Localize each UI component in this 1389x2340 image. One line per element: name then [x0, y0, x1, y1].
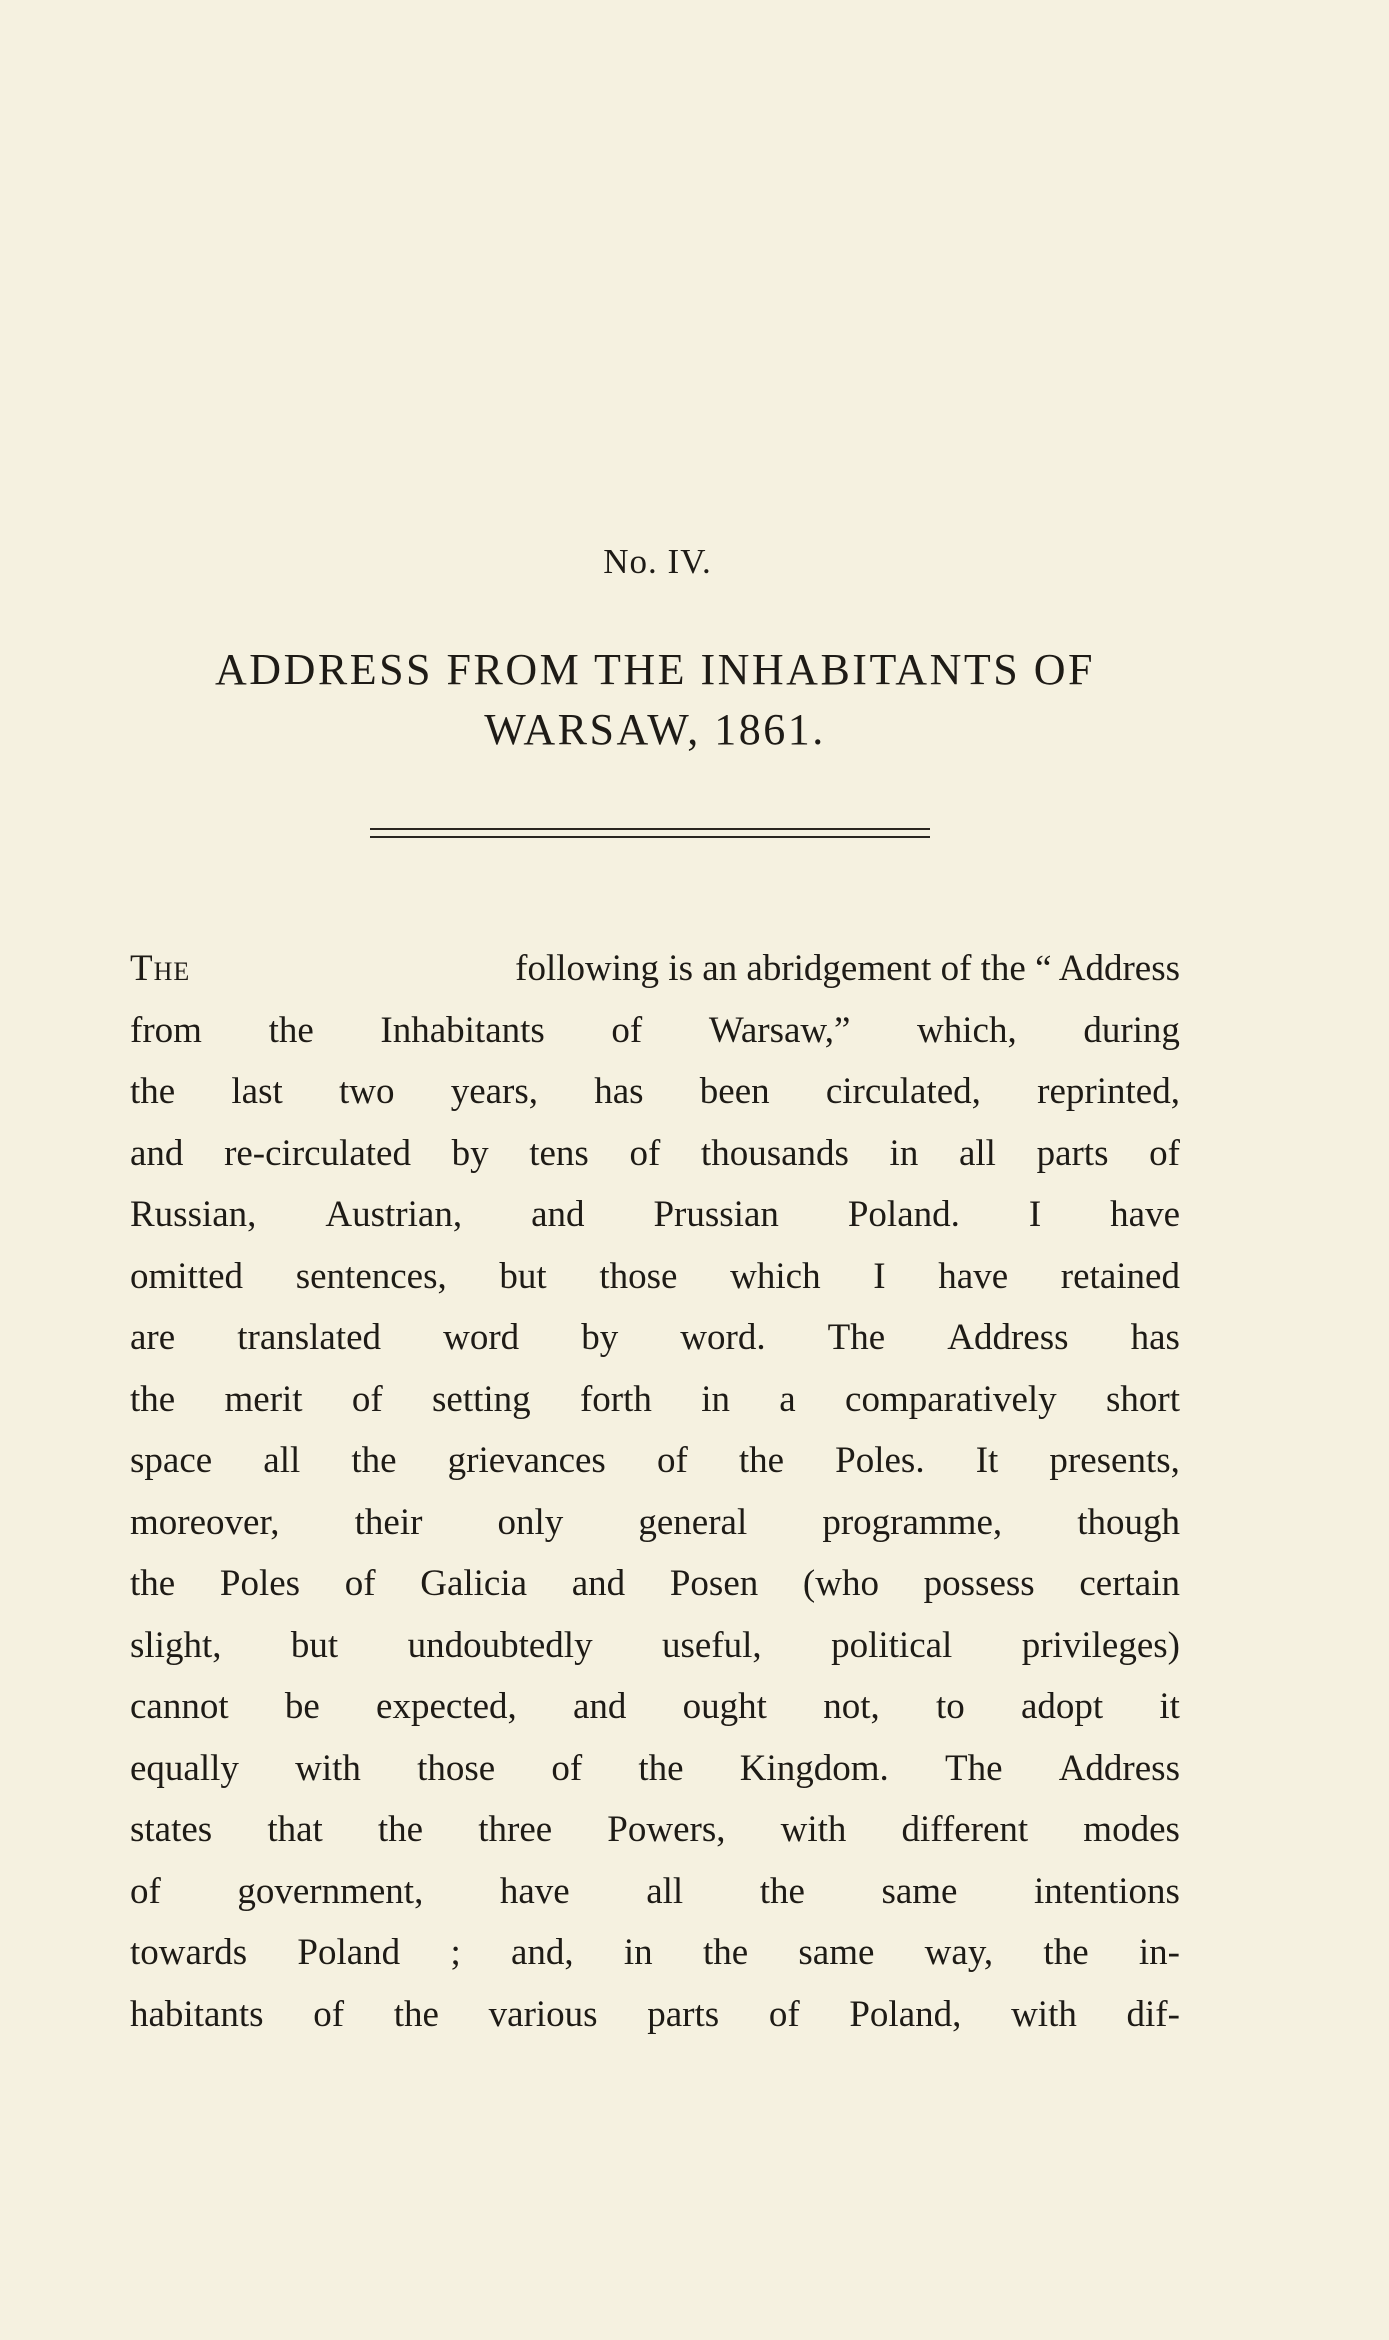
word: short	[1105, 1378, 1180, 1420]
word: the	[351, 1440, 397, 1481]
text-line-content	[130, 1984, 1180, 2046]
word: Address	[947, 1317, 1069, 1358]
word: undoubtedly	[407, 1624, 593, 1666]
word: retained	[1060, 1255, 1180, 1297]
word: the	[130, 1071, 176, 1112]
word: of	[656, 1440, 688, 1481]
text-line-content	[130, 1676, 1180, 1738]
word: by	[451, 1132, 489, 1174]
text-line	[130, 1984, 1180, 2046]
word: useful,	[661, 1624, 762, 1666]
word: I	[1028, 1194, 1042, 1235]
word: omitted	[130, 1255, 244, 1297]
text-line-content	[130, 1922, 1180, 1984]
word: general	[638, 1501, 748, 1543]
word: be	[284, 1686, 320, 1727]
word: ;	[450, 1932, 461, 1973]
word: programme,	[822, 1501, 1003, 1543]
word: those	[599, 1255, 678, 1297]
word: states	[130, 1809, 213, 1850]
word: dif-	[1126, 1993, 1180, 2035]
chapter-title-line-1: ADDRESS FROM THE INHABITANTS OF	[215, 645, 1095, 694]
double-rule-top	[370, 828, 930, 830]
text-line-content	[130, 1799, 1180, 1861]
text-line	[130, 1184, 1180, 1246]
word: parts	[1036, 1132, 1109, 1174]
text-line	[130, 1123, 1180, 1185]
word: in-	[1138, 1932, 1180, 1973]
word: by	[581, 1317, 619, 1358]
text-line-content	[130, 1861, 1180, 1923]
word: their	[354, 1501, 423, 1543]
text-line	[130, 1492, 1180, 1554]
word: of	[768, 1993, 800, 2035]
word: last	[231, 1071, 283, 1112]
word: forth	[579, 1378, 652, 1420]
word: word	[443, 1317, 520, 1358]
word: of	[130, 1870, 161, 1912]
word: presents,	[1049, 1440, 1180, 1481]
word: thousands	[700, 1132, 849, 1174]
text-line-content	[130, 1430, 1180, 1492]
word: intentions	[1033, 1870, 1180, 1912]
word: Russian,	[130, 1194, 257, 1235]
word: though	[1077, 1501, 1180, 1543]
text-line	[130, 938, 1180, 1000]
word: Poles.	[835, 1440, 925, 1481]
word: adopt	[1020, 1686, 1104, 1727]
word: only	[497, 1501, 564, 1543]
text-line	[130, 1000, 1180, 1062]
word: but	[499, 1255, 547, 1297]
word: moreover,	[130, 1501, 280, 1543]
word: various	[488, 1993, 598, 2035]
word: in	[623, 1932, 653, 1973]
text-line	[130, 1246, 1180, 1308]
word: Inhabitants	[380, 1009, 545, 1051]
chapter-title-line-2: WARSAW, 1861.	[484, 705, 826, 754]
word: in	[701, 1378, 730, 1420]
text-line	[130, 1861, 1180, 1923]
word: the	[268, 1009, 314, 1051]
word: the	[702, 1932, 749, 1973]
word: sentences,	[295, 1255, 447, 1297]
chapter-title	[130, 640, 1180, 760]
word: three	[478, 1809, 553, 1850]
word: equally	[130, 1747, 239, 1789]
word: has	[1130, 1317, 1180, 1358]
text-line-content	[130, 1307, 1180, 1369]
word: cannot	[130, 1686, 229, 1727]
word: has	[594, 1071, 644, 1112]
word: during	[1083, 1009, 1180, 1051]
text-line	[130, 1615, 1180, 1677]
text-line-content	[130, 1369, 1180, 1431]
word: not,	[823, 1686, 880, 1727]
word: of	[1149, 1132, 1180, 1174]
word: the	[738, 1440, 785, 1481]
text-line-content	[130, 1492, 1180, 1554]
word: way,	[924, 1932, 994, 1973]
text-line	[130, 1369, 1180, 1431]
word: years,	[450, 1071, 539, 1112]
word: and	[531, 1194, 585, 1235]
word: all	[958, 1132, 996, 1174]
word: translated	[237, 1317, 382, 1358]
word: Poles	[219, 1563, 301, 1604]
word: I	[873, 1255, 886, 1297]
text-line	[130, 1922, 1180, 1984]
word: certain	[1079, 1563, 1180, 1604]
word: are	[130, 1317, 176, 1358]
text-line	[130, 1307, 1180, 1369]
word: setting	[432, 1378, 531, 1420]
text-line-content	[130, 1061, 1180, 1123]
word: parts	[647, 1993, 720, 2035]
text-line-content: following is an abridgement of the “ Address	[515, 948, 1180, 989]
word: re-circulated	[224, 1132, 411, 1174]
word: the	[393, 1993, 439, 2035]
body-paragraph	[130, 938, 1180, 2045]
word: from	[130, 1009, 202, 1051]
word: a	[779, 1378, 796, 1420]
word: It	[975, 1440, 999, 1481]
word: word.	[680, 1317, 766, 1358]
word: and,	[510, 1932, 574, 1973]
word: Poland	[297, 1932, 401, 1973]
text-line	[130, 1799, 1180, 1861]
word: habitants	[130, 1993, 264, 2035]
word: the	[377, 1809, 424, 1850]
word: possess	[923, 1563, 1035, 1604]
word: Powers,	[607, 1809, 726, 1850]
word: reprinted,	[1037, 1071, 1180, 1112]
word: with	[295, 1747, 361, 1789]
text-line-content	[130, 1000, 1180, 1062]
word: Prussian	[653, 1194, 779, 1235]
word: slight,	[130, 1624, 222, 1666]
text-line-content	[130, 1738, 1180, 1800]
word: political	[831, 1624, 953, 1666]
word: government,	[237, 1870, 424, 1912]
word: of	[351, 1378, 383, 1420]
word: merit	[224, 1378, 303, 1420]
word: the	[130, 1563, 176, 1604]
word: of	[313, 1993, 345, 2035]
word: (who	[802, 1563, 879, 1604]
word: those	[417, 1747, 496, 1789]
word: the	[1043, 1932, 1089, 1973]
word: comparatively	[845, 1378, 1057, 1420]
double-rule-bottom	[370, 836, 930, 838]
word: have	[938, 1255, 1009, 1297]
word: Poland.	[847, 1194, 960, 1235]
text-line-content	[130, 1553, 1180, 1615]
word: expected,	[376, 1686, 517, 1727]
word: space	[130, 1440, 213, 1481]
word: same	[881, 1870, 958, 1912]
word: grievances	[447, 1440, 606, 1481]
chapter-number: No. IV.	[603, 542, 712, 581]
word: but	[290, 1624, 339, 1666]
word: Austrian,	[325, 1194, 463, 1235]
word: of	[629, 1132, 661, 1174]
word: with	[1011, 1993, 1077, 2035]
word: the	[759, 1870, 805, 1912]
text-line-content	[130, 1184, 1180, 1246]
word: Galicia	[420, 1563, 528, 1604]
word: and	[130, 1132, 184, 1174]
word: different	[901, 1809, 1029, 1850]
word: circulated,	[825, 1071, 981, 1112]
word: have	[1110, 1194, 1180, 1235]
text-line	[130, 1738, 1180, 1800]
word: of	[611, 1009, 643, 1051]
word: of	[551, 1747, 583, 1789]
word: Warsaw,”	[708, 1009, 851, 1051]
word: it	[1159, 1686, 1180, 1727]
text-line	[130, 1553, 1180, 1615]
word: and	[571, 1563, 626, 1604]
text-line	[130, 1430, 1180, 1492]
text-line-content	[130, 1123, 1180, 1185]
word: ought	[682, 1686, 767, 1727]
word: of	[344, 1563, 376, 1604]
word: two	[339, 1071, 395, 1112]
word: have	[499, 1870, 570, 1912]
word: which	[730, 1255, 821, 1297]
word: which,	[917, 1009, 1017, 1051]
word: modes	[1083, 1809, 1180, 1850]
word: with	[780, 1809, 847, 1850]
word: in	[889, 1132, 919, 1174]
word: all	[646, 1870, 684, 1912]
word: all	[263, 1440, 301, 1481]
word: The	[827, 1317, 886, 1358]
word: towards	[130, 1932, 248, 1973]
word: been	[699, 1071, 770, 1112]
word: Kingdom.	[739, 1747, 889, 1789]
text-line-content	[130, 1246, 1180, 1308]
word: tens	[529, 1132, 589, 1174]
word: the	[130, 1378, 176, 1420]
word: Poland,	[849, 1993, 962, 2035]
text-line	[130, 1061, 1180, 1123]
lead-word: The	[130, 948, 191, 989]
word: to	[935, 1686, 965, 1727]
word: that	[267, 1809, 323, 1850]
word: the	[638, 1747, 684, 1789]
word: Posen	[669, 1563, 759, 1604]
word: same	[798, 1932, 875, 1973]
word: Address	[1058, 1747, 1180, 1789]
word: and	[573, 1686, 627, 1727]
word: The	[944, 1747, 1003, 1789]
text-line-content	[130, 1615, 1180, 1677]
text-line	[130, 1676, 1180, 1738]
word: privileges)	[1021, 1624, 1180, 1666]
